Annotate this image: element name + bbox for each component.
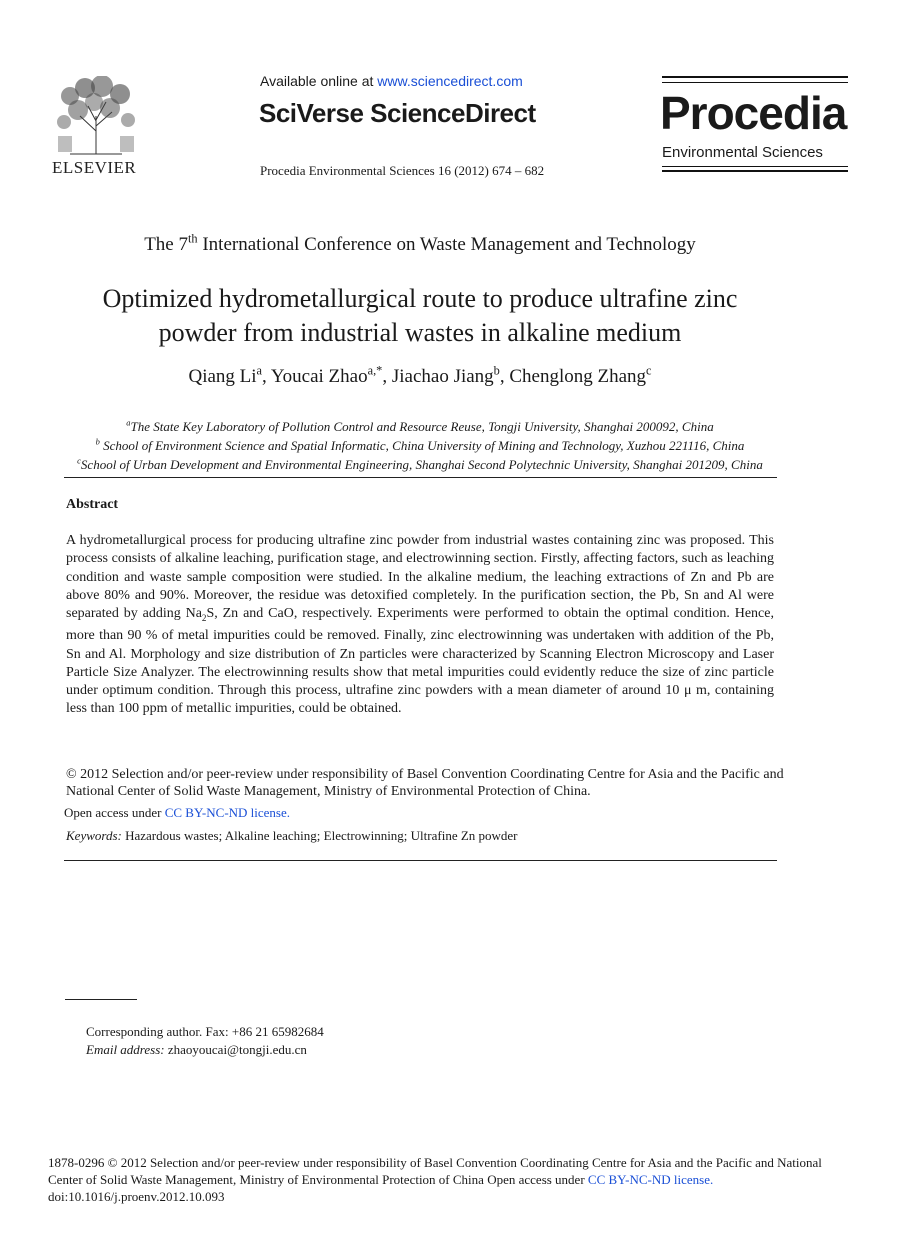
abstract-body: A hydrometallurgical process for producing ultrafine zinc powder from industrial wastes containing zinc was proposed. This process consists of alkaline leaching, purification stage, and electrowinning section. Firstly, affecting factors, such as leaching condition and waste sample composition were studied. In the alkaline medium, the leaching extractions of Zn and Pb are above 80% and 90%. Moreover, the residue was detoxified completely. In the purification section, the Pb, Sn and Al were separated by adding $Na_2S$, Zn and CaO, respectively. Experiments were performed to obtain the optimal condition. Hence, more than 90 % of metal impurities could be removed. Finally, zinc electrowinning was undertaken with addition of the Pb, Sn and Al. Morphology and size distribution of Zn particles were characterized by Scanning Electron Microscopy and Laser Particle Size Analyzer. The electrowinning results show that metal impurities could evidently reduce the size of zinc particle under optimum condition. Through this process, ultrafine zinc powders with a mean diameter of around 10 μ m, containing less than 100 ppm of metallic impurities, could be obtained. xyxy=(66,533,774,717)
title-line-1: Optimized hydrometallurgical route to produce ultrafine zinc xyxy=(102,284,738,313)
footer-copyright: 1878-0296 © 2012 Selection and/or peer-review under responsibility of Basel Convention Coordinating Centre for Asia and the Pacific and National Center of Solid Waste Management, Ministry of Environmental Protection of China Open access under CC BY-NC-ND license. xyxy=(48,1155,822,1187)
affiliation-b: $^b$ School of Environment Science and Spatial Informatic, China University of Mining and Technology, Xuzhou 221116, China xyxy=(95,436,745,453)
corresponding-fax: Corresponding author. Fax: +86 21 65982684 xyxy=(86,1024,324,1039)
license-link[interactable]: CC BY-NC-ND license. xyxy=(164,805,291,820)
keywords xyxy=(66,828,518,844)
brand-rule-bottom-thin xyxy=(662,166,848,167)
title-line-2: powder from industrial wastes in alkaline medium xyxy=(158,318,682,347)
author-name: Jiachao Jiang xyxy=(391,366,494,387)
available-prefix: Available online at xyxy=(260,73,378,89)
author-name: Youcai Zhao xyxy=(270,366,368,387)
copyright-notice: © 2012 Selection and/or peer-review under responsibility of Basel Convention Coordinating Centre for Asia and the Pacific and National Center of Solid Waste Management, Ministry of Environmental Protection of China. xyxy=(66,767,784,799)
divider xyxy=(64,477,777,478)
brand-rule-top xyxy=(662,76,848,78)
affiliation-a: $^a$The State Key Laboratory of Pollution Control and Resource Reuse, Tongji University, Shanghai 200092, China xyxy=(126,417,714,434)
footer-license-link[interactable]: CC BY-NC-ND license. xyxy=(587,1172,714,1187)
publisher-name: ELSEVIER xyxy=(52,158,137,177)
journal-brand: Procedia xyxy=(660,87,847,139)
footer-doi: doi:10.1016/j.proenv.2012.10.093 xyxy=(48,1189,225,1204)
brand-rule-top-thin xyxy=(662,82,848,83)
abstract-heading: Abstract xyxy=(66,497,119,512)
conference-name: The 7th International Conference on Waste Management and Technology xyxy=(144,231,696,255)
author-list: Qiang Li$^a$, Youcai Zhao$^{a,*}$, Jiachao Jiang$^b$, Chenglong Zhang$^c$ xyxy=(188,363,652,387)
sciencedirect-link[interactable]: www.sciencedirect.com xyxy=(377,73,523,89)
corresponding-author-note xyxy=(86,1023,324,1059)
corresponding-email: Email address: zhaoyoucai@tongji.edu.cn xyxy=(86,1042,307,1057)
brand-rule-bottom xyxy=(662,170,848,172)
page-footer xyxy=(48,1154,858,1205)
affiliation-c: $^c$School of Urban Development and Environmental Engineering, Shanghai Second Polytechnic University, Shanghai 201209, China xyxy=(77,455,763,472)
footnote-divider xyxy=(65,999,137,1000)
divider xyxy=(64,860,777,861)
author-name: Chenglong Zhang xyxy=(509,366,647,387)
author-name: Qiang Li xyxy=(188,366,257,387)
open-access-notice: Open access under CC BY-NC-ND license. xyxy=(64,805,291,820)
affiliations xyxy=(0,417,840,474)
journal-reference: Procedia Environmental Sciences 16 (2012) 674 – 682 xyxy=(260,163,545,178)
paper-title xyxy=(40,282,800,350)
journal-brand-subtitle: Environmental Sciences xyxy=(662,144,823,161)
available-online xyxy=(260,73,523,89)
platform-name: SciVerse ScienceDirect xyxy=(259,98,536,128)
keywords-label: Keywords: xyxy=(66,828,122,843)
keywords-list: Hazardous wastes; Alkaline leaching; Electrowinning; Ultrafine Zn powder xyxy=(121,828,518,843)
